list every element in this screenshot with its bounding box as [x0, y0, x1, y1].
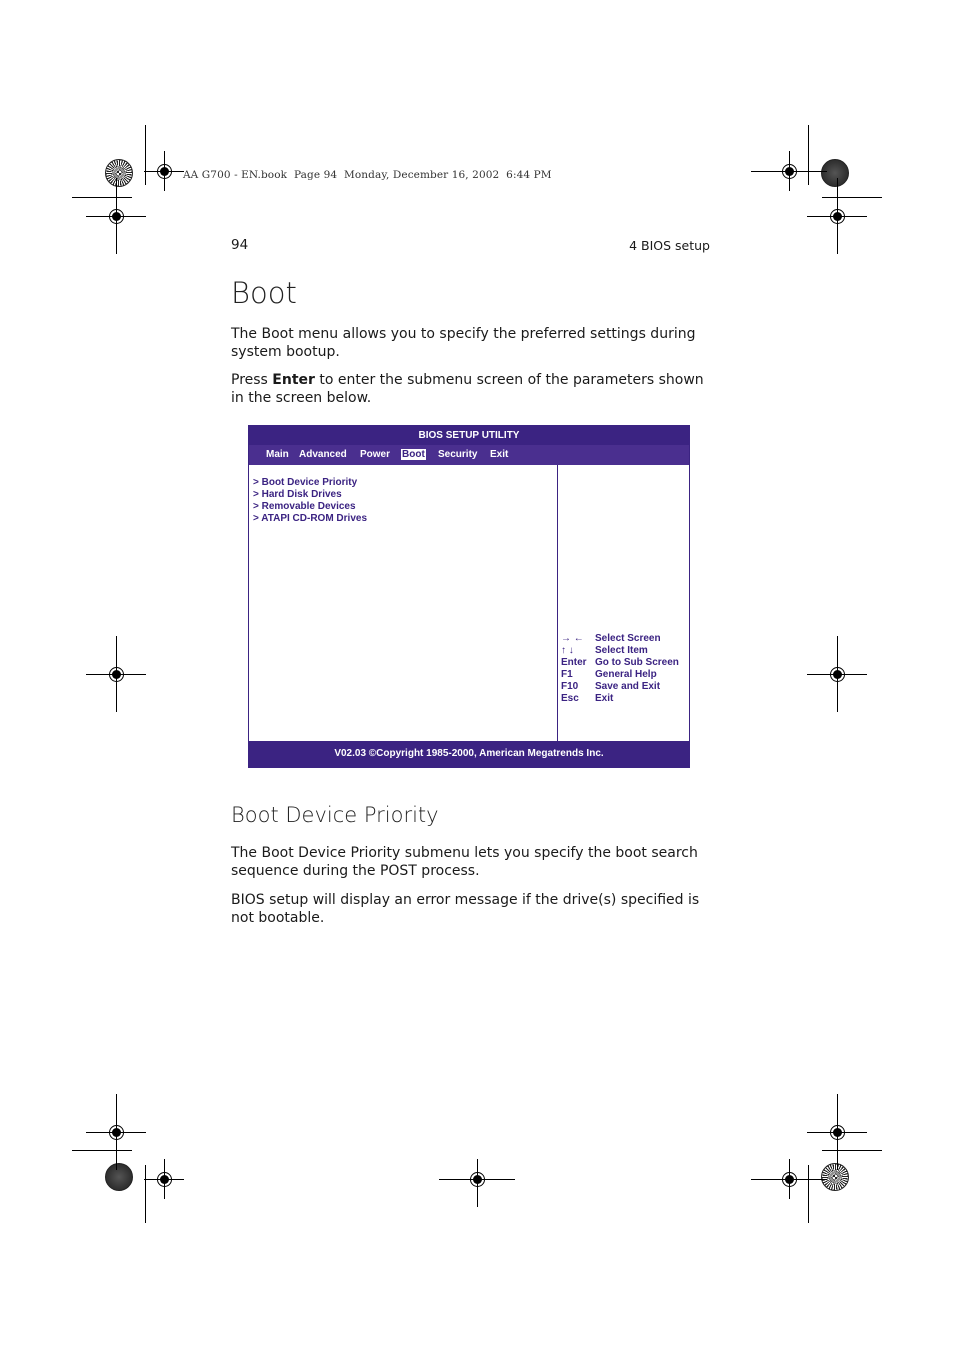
crop-mark	[72, 197, 132, 198]
instruction-text: to enter the submenu screen of the parameters shown in the screen below.	[231, 372, 704, 406]
subsection-paragraph: The Boot Device Priority submenu lets you specify the boot search sequence during the POST process.	[231, 845, 698, 879]
crop-mark	[808, 125, 809, 185]
bios-tab-power[interactable]: Power	[360, 449, 391, 460]
help-key: ↑ ↓	[561, 645, 574, 656]
bios-tab-boot[interactable]: Boot	[402, 449, 425, 460]
help-desc: Select Item	[595, 645, 648, 656]
registration-star-icon	[821, 1163, 849, 1191]
crop-mark	[145, 125, 146, 185]
bios-item-removable-devices[interactable]: > Removable Devices	[253, 501, 356, 512]
bios-item-boot-device-priority[interactable]: > Boot Device Priority	[253, 477, 358, 488]
enter-key-label: Enter	[272, 372, 315, 388]
registration-star-icon	[105, 1163, 133, 1191]
help-key: Esc	[561, 693, 579, 704]
print-slug: AA G700 - EN.book Page 94 Monday, December 16, 2002 6:44 PM	[183, 169, 552, 181]
help-desc: Go to Sub Screen	[595, 657, 679, 668]
registration-star-icon	[821, 159, 849, 187]
subsection-title: Boot Device Priority	[231, 803, 439, 827]
help-desc: General Help	[595, 669, 657, 680]
help-desc: Select Screen	[595, 633, 661, 644]
section-intro-paragraph: The Boot menu allows you to specify the preferred settings during system bootup.	[231, 326, 696, 360]
crop-mark	[145, 1165, 146, 1223]
help-key: Enter	[561, 657, 587, 668]
help-key: F10	[561, 681, 579, 692]
help-desc: Save and Exit	[595, 681, 661, 692]
help-key: → ←	[561, 633, 584, 644]
bios-tab-security[interactable]: Security	[438, 449, 478, 460]
running-head: 4 BIOS setup	[629, 238, 710, 253]
subsection-paragraph: BIOS setup will display an error message if the drive(s) specified is not bootable.	[231, 892, 700, 926]
crop-mark	[822, 197, 882, 198]
bios-title: BIOS SETUP UTILITY	[249, 426, 689, 445]
bios-tab-main[interactable]: Main	[266, 449, 289, 460]
bios-tab-advanced[interactable]: Advanced	[299, 449, 347, 460]
bios-menu-bar	[249, 445, 689, 465]
help-key: F1	[561, 669, 573, 680]
bios-panel-divider	[557, 465, 558, 741]
crop-mark	[822, 1150, 882, 1151]
section-instruction-paragraph	[231, 371, 711, 407]
instruction-text: Press	[231, 372, 273, 388]
help-desc: Exit	[595, 693, 614, 704]
bios-screen	[248, 425, 690, 768]
bios-item-atapi-cdrom-drives[interactable]: > ATAPI CD-ROM Drives	[253, 513, 367, 524]
bios-tab-exit[interactable]: Exit	[490, 449, 509, 460]
section-title: Boot	[231, 276, 297, 310]
bios-item-hard-disk-drives[interactable]: > Hard Disk Drives	[253, 489, 342, 500]
bios-copyright-footer: V02.03 ©Copyright 1985-2000, American Megatrends Inc.	[249, 741, 689, 767]
page-number: 94	[231, 237, 249, 253]
crop-mark	[72, 1150, 132, 1151]
crop-mark	[808, 1165, 809, 1223]
registration-star-icon	[105, 159, 133, 187]
